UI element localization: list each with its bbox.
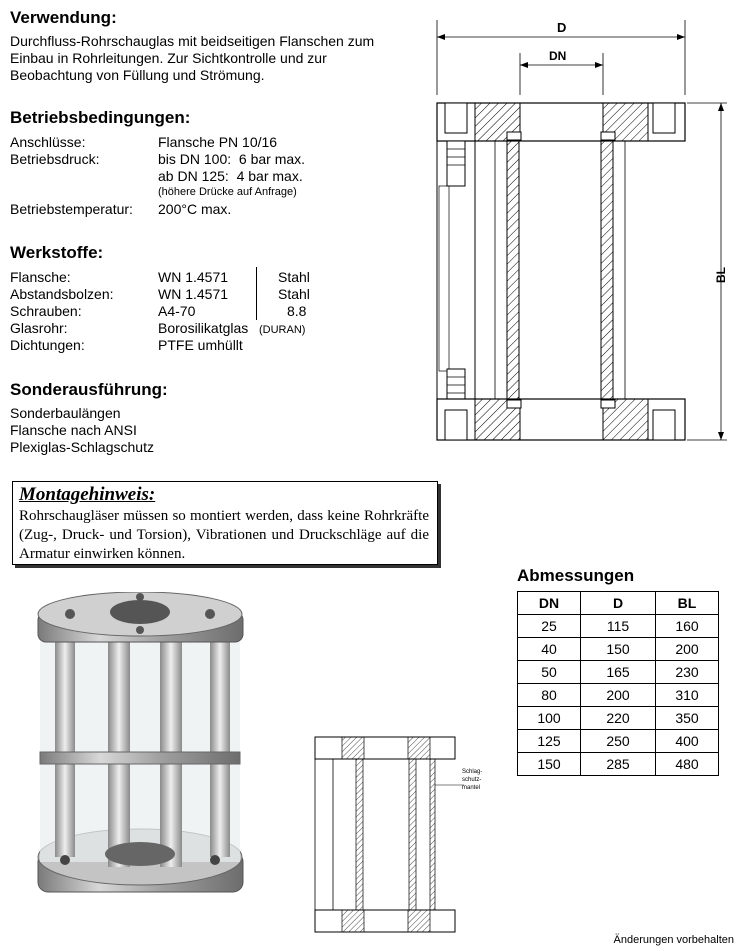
flansche-label: Flansche:: [10, 269, 71, 285]
small-section-drawing: [312, 725, 497, 935]
anschluesse-label: Anschlüsse:: [10, 134, 86, 150]
druck-value-2: ab DN 125: 4 bar max.: [158, 168, 303, 184]
flansche-value: WN 1.4571: [158, 269, 229, 285]
montage-title: Montagehinweis:: [19, 484, 156, 505]
montage-body: Rohrschaugläser müssen so montiert werden, dass keine Rohrkräfte (Zug-, Druck- und Torsion), Vibrationen und Druckschläge auf die Armatur einwirken können.: [19, 508, 429, 562]
table-row: [518, 753, 719, 776]
anschluesse-value: Flansche PN 10/16: [158, 134, 278, 150]
montage-box: [12, 481, 438, 565]
label-dn: DN: [549, 49, 567, 63]
temp-label: Betriebstemperatur:: [10, 201, 133, 217]
table-cell: 125: [518, 730, 581, 753]
sonder-line-3: Plexiglas-Schlagschutz: [10, 439, 154, 455]
table-cell: 285: [581, 753, 656, 776]
table-row: [518, 707, 719, 730]
werkstoffe-heading: Werkstoffe:: [10, 243, 104, 262]
dicht-value: PTFE umhüllt: [158, 337, 243, 353]
table-cell: 115: [581, 615, 656, 638]
table-row: [518, 684, 719, 707]
header-d: D: [581, 592, 656, 615]
schrauben-extra: 8.8: [287, 303, 307, 319]
bolzen-label: Abstandsbolzen:: [10, 286, 114, 302]
header-dn: DN: [518, 592, 581, 615]
betrieb-heading: Betriebsbedingungen:: [10, 108, 191, 127]
verwendung-heading: Verwendung:: [10, 8, 117, 27]
footer-note: Änderungen vorbehalten: [613, 934, 734, 946]
table-cell: 100: [518, 707, 581, 730]
table-cell: 25: [518, 615, 581, 638]
verwendung-line-1: Durchfluss-Rohrschauglas mit beidseitigen Flanschen zum: [10, 33, 375, 49]
druck-value-1: bis DN 100: 6 bar max.: [158, 151, 306, 167]
table-cell: 50: [518, 661, 581, 684]
verwendung-line-2: Einbau in Rohrleitungen. Zur Sichtkontrolle und zur: [10, 50, 327, 66]
bolzen-extra: Stahl: [278, 286, 310, 302]
table-cell: 80: [518, 684, 581, 707]
table-cell: 350: [656, 707, 719, 730]
dicht-label: Dichtungen:: [10, 337, 85, 353]
table-cell: 40: [518, 638, 581, 661]
table-cell: 200: [656, 638, 719, 661]
werkstoffe-divider: [256, 267, 257, 320]
table-cell: 165: [581, 661, 656, 684]
label-bl: BL: [714, 267, 728, 283]
table-cell: 230: [656, 661, 719, 684]
druck-note: (höhere Drücke auf Anfrage): [158, 186, 297, 198]
table-cell: 480: [656, 753, 719, 776]
temp-value: 200°C max.: [158, 201, 232, 217]
sonder-heading: Sonderausführung:: [10, 380, 168, 399]
abmessungen-title: Abmessungen: [517, 566, 635, 585]
table-cell: 310: [656, 684, 719, 707]
sonder-line-1: Sonderbaulängen: [10, 405, 121, 421]
table-cell: 200: [581, 684, 656, 707]
table-header-row: [518, 592, 719, 615]
druck-label: Betriebsdruck:: [10, 151, 100, 167]
schlagschutz-label: Schlag- schutz- mantel: [462, 769, 483, 791]
glas-value: Borosilikatglas: [158, 320, 249, 336]
table-cell: 150: [581, 638, 656, 661]
table-cell: 250: [581, 730, 656, 753]
glas-label: Glasrohr:: [10, 320, 68, 336]
label-d: D: [557, 20, 567, 35]
bolzen-value: WN 1.4571: [158, 286, 229, 302]
table-cell: 400: [656, 730, 719, 753]
verwendung-line-3: Beobachtung von Füllung und Strömung.: [10, 67, 265, 83]
schrauben-value: A4-70: [158, 303, 196, 319]
table-cell: 150: [518, 753, 581, 776]
product-photo: [30, 592, 255, 912]
sonder-line-2: Flansche nach ANSI: [10, 422, 137, 438]
table-cell: 220: [581, 707, 656, 730]
section-drawing: [425, 15, 735, 465]
schrauben-label: Schrauben:: [10, 303, 82, 319]
glas-note: (DURAN): [259, 324, 306, 336]
table-row: [518, 638, 719, 661]
table-row: [518, 661, 719, 684]
table-row: [518, 615, 719, 638]
flansche-extra: Stahl: [278, 269, 310, 285]
table-row: [518, 730, 719, 753]
abmessungen-table: [517, 591, 719, 776]
table-cell: 160: [656, 615, 719, 638]
header-bl: BL: [656, 592, 719, 615]
